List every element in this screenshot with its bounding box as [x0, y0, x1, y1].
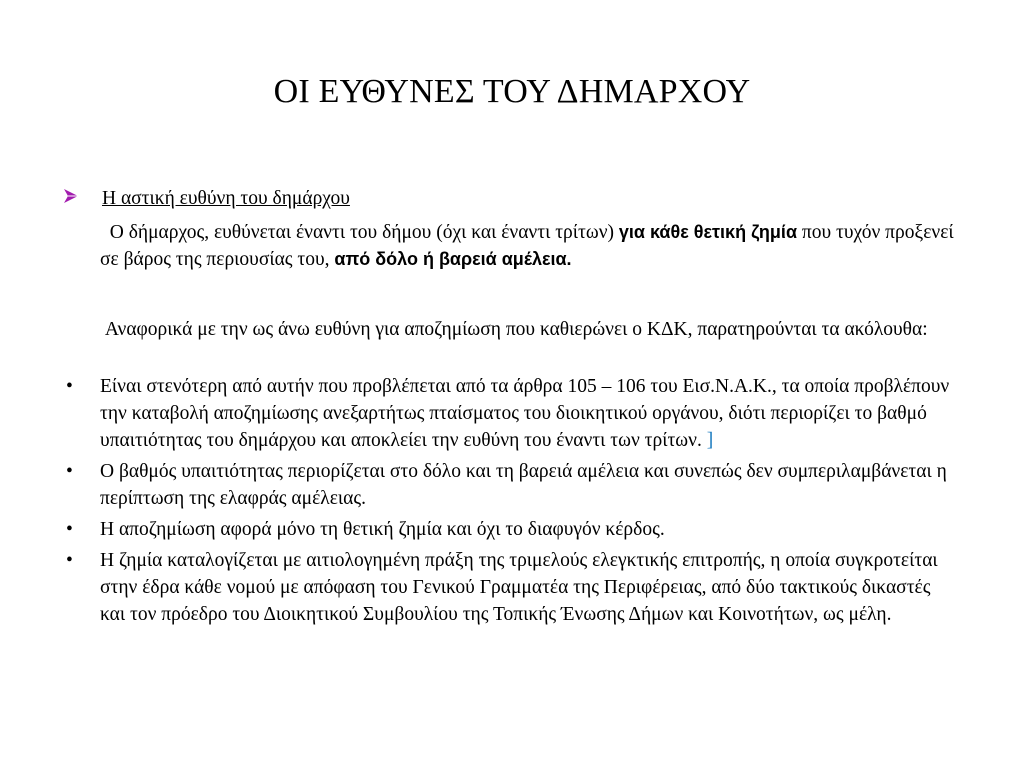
page-title: ΟΙ ΕΥΘΥΝΕΣ ΤΟΥ ΔΗΜΑΡΧΟΥ [273, 73, 751, 110]
list-item-text: Η ζημία καταλογίζεται με αιτιολογημένη πράξη της τριμελούς ελεγκτικής επιτροπής, η οποία συγκροτείται στην έδρα κάθε νομού με απόφαση του Γενικού Γραμματέα της Περιφέρειας, από δύο τακτικούς δικαστές και τον πρόεδρο του Διοικητικού Συμβουλίου της Τοπικής Ένωσης Δήμων και Κοινοτήτων, ως μέλη. [100, 550, 938, 625]
remarks-text: Αναφορικά με την ως άνω ευθύνη για αποζημίωση που καθιερώνει ο ΚΔΚ, παρατηρούνται τα ακόλουθα: [104, 319, 928, 340]
list-item [60, 547, 960, 628]
list-item [60, 373, 960, 454]
intro-text-2: που τυχόν προξενεί σε βάρος της περιουσίας του, [100, 222, 954, 270]
footnote-link[interactable]: ] [706, 430, 714, 451]
intro-paragraph [100, 219, 960, 273]
intro-bold-1: για κάθε θετική ζημία [618, 222, 798, 242]
list-item [60, 516, 960, 543]
bullet-marker: • [66, 376, 73, 397]
list-item [60, 458, 960, 512]
bullet-list [60, 373, 960, 632]
section-heading: Η αστική ευθύνη του δημάρχου [102, 188, 350, 209]
list-item-text: Η αποζημίωση αφορά μόνο τη θετική ζημία και όχι το διαφυγόν κέρδος. [100, 519, 665, 540]
arrow-bullet-icon [62, 185, 80, 207]
bullet-marker: • [66, 461, 73, 482]
list-item-text: Είναι στενότερη από αυτήν που προβλέπεται από τα άρθρα 105 – 106 του Εισ.Ν.Α.Κ., τα οποία προβλέπουν την καταβολή αποζημίωσης ανεξαρτήτως πταίσματος του διοικητικού οργάνου, διότι περιορίζει το βαθμό υπαιτιότητας του δημάρχου και αποκλείει την ευθύνη του έναντι των τρίτων. [100, 376, 950, 451]
remarks-paragraph [100, 316, 960, 343]
bullet-marker: • [66, 550, 73, 571]
intro-text-1: Ο δήμαρχος, ευθύνεται έναντι του δήμου (όχι και έναντι τρίτων) [109, 222, 619, 243]
bullet-marker: • [66, 519, 73, 540]
intro-bold-2: από δόλο ή βαρειά αμέλεια. [334, 249, 572, 269]
list-item-text: Ο βαθμός υπαιτιότητας περιορίζεται στο δόλο και τη βαρειά αμέλεια και συνεπώς δεν συμπεριλαμβάνεται η περίπτωση της ελαφράς αμέλειας. [100, 461, 947, 509]
